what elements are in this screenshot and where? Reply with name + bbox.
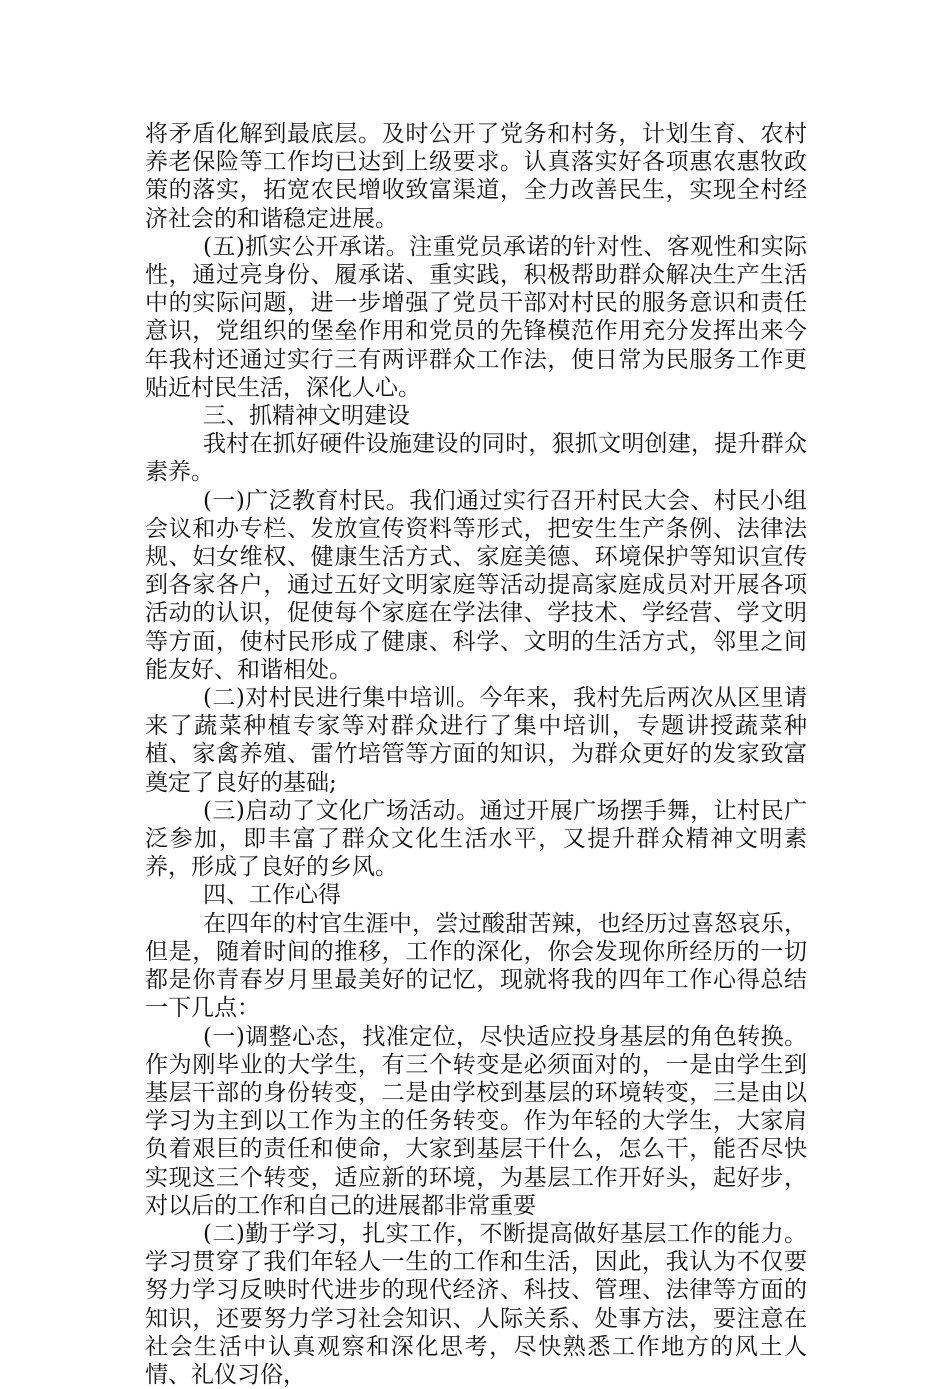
paragraph-cultural-square: (三)启动了文化广场活动。通过开展广场摆手舞，让村民广泛参加，即丰富了群众文化生活水平，又提升群众精神文明素养，形成了良好的乡风。 bbox=[145, 797, 807, 881]
paragraph-civilization-intro: 我村在抓好硬件设施建设的同时，狠抓文明创建，提升群众素养。 bbox=[145, 431, 807, 486]
paragraph-training: (二)对村民进行集中培训。今年来，我村先后两次从区里请来了蔬菜种植专家等对群众进行了集中培训，专题讲授蔬菜种植、家禽养殖、雷竹培管等方面的知识，为群众更好的发家致富奠定了良好的基础; bbox=[145, 685, 807, 796]
paragraph-adjust-mindset: (一)调整心态，找准定位，尽快适应投身基层的角色转换。作为刚毕业的大学生，有三个转变是必须面对的，一是由学生到基层干部的身份转变，二是由学校到基层的环境转变，三是由以学习为主到以工作为主的任务转变。作为年轻的大学生，大家肩负着艰巨的责任和使命，大家到基层干什么，怎么干，能否尽快实现这三个转变，适应新的环境，为基层工作开好头，起好步，对以后的工作和自己的进展都非常重要 bbox=[145, 1023, 807, 1219]
section-heading-work-experience: 四、工作心得 bbox=[203, 882, 341, 909]
paragraph-diligent-study: (二)勤于学习，扎实工作，不断提高做好基层工作的能力。学习贯穿了我们年轻人一生的工作和生活，因此，我认为不仅要努力学习反映时代进步的现代经济、科技、管理、法律等方面的知识，还要努力学习社会知识、人际关系、处事方法，要注意在社会生活中认真观察和深化思考，尽快熟悉工作地方的风土人情、礼仪习俗， bbox=[145, 1220, 807, 1388]
section-heading-spiritual-civilization: 三、抓精神文明建设 bbox=[203, 403, 410, 430]
paragraph-commitment: (五)抓实公开承诺。注重党员承诺的针对性、客观性和实际性，通过亮身份、履承诺、重实践，积极帮助群众解决生产生活中的实际问题，进一步增强了党员干部对村民的服务意识和责任意识，党组织的堡垒作用和党员的先锋模范作用充分发挥出来今年我村还通过实行三有两评群众工作法，使日常为民服务工作更贴近村民生活，深化人心。 bbox=[145, 233, 807, 401]
paragraph-continuation: 将矛盾化解到最底层。及时公开了党务和村务，计划生育、农村养老保险等工作均已达到上级要求。认真落实好各项惠农惠牧政策的落实，拓宽农民增收致富渠道，全力改善民生，实现全村经济社会的和谐稳定进展。 bbox=[145, 121, 807, 232]
paragraph-educate-villagers: (一)广泛教育村民。我们通过实行召开村民大会、村民小组会议和办专栏、发放宣传资料等形式，把安生生产条例、法律法规、妇女维权、健康生活方式、家庭美德、环境保护等知识宣传到各家各户，通过五好文明家庭等活动提高家庭成员对开展各项活动的认识，促使每个家庭在学法律、学技术、学经营、学文明等方面，使村民形成了健康、科学、文明的生活方式，邻里之间能友好、和谐相处。 bbox=[145, 487, 807, 683]
paragraph-experience-intro: 在四年的村官生涯中，尝过酸甜苦辣，也经历过喜怒哀乐，但是，随着时间的推移，工作的深化，你会发现你所经历的一切都是你青春岁月里最美好的记忆，现就将我的四年工作心得总结一下几点： bbox=[145, 910, 807, 1022]
document-body bbox=[145, 120, 807, 1389]
